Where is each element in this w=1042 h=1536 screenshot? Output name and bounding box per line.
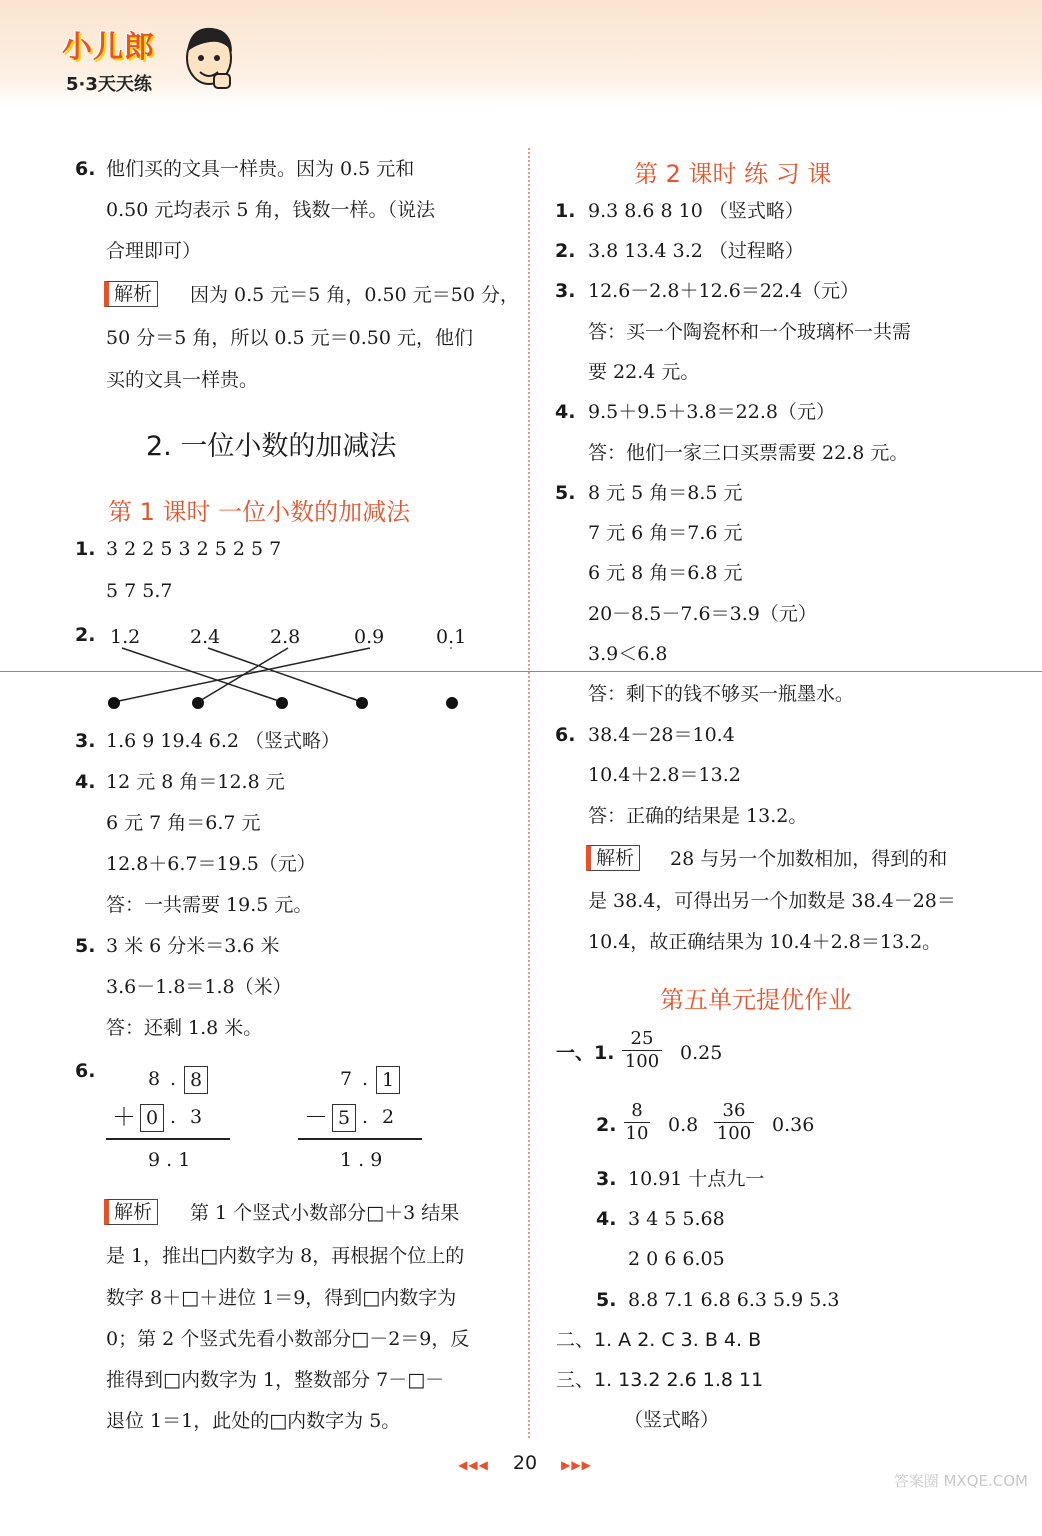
lesson1-title: 第 1 课时 一位小数的加减法: [108, 498, 411, 526]
r5-line5: 3.9＜6.8: [588, 643, 668, 665]
match-dot: [192, 697, 204, 709]
v2-box: 5: [332, 1104, 356, 1132]
match-line: [208, 648, 362, 702]
q1-answers-b: 5 7 5.7: [106, 580, 173, 602]
q4-line4: 答：一共需要 19.5 元。: [106, 894, 313, 916]
r5-line3: 6 元 8 角＝6.8 元: [588, 562, 743, 584]
jiexi2-line1: 第 1 个竖式小数部分□＋3 结果: [190, 1202, 460, 1224]
s1-label: 一、1.: [556, 1042, 615, 1064]
unit-homework-title: 第五单元提优作业: [660, 986, 852, 1014]
s5-label: 5.: [596, 1289, 617, 1311]
lesson2-title: 第 2 课时 练 习 课: [634, 160, 832, 188]
q2-value-1: 1.2: [110, 626, 141, 648]
v1-result: 9 . 1: [148, 1149, 191, 1171]
match-dot: [446, 697, 458, 709]
q5-line2: 3.6－1.8＝1.8（米）: [106, 976, 292, 998]
series-title: 5·3天天练: [66, 74, 152, 95]
q6-number: 6.: [75, 158, 96, 180]
jiexi1-line2: 50 分＝5 角，所以 0.5 元＝0.50 元，他们: [106, 327, 473, 349]
q2-value-3: 2.8: [270, 626, 301, 648]
v2-top-box: 1: [376, 1066, 400, 1094]
s3-answers: 10.91 十点九一: [628, 1168, 765, 1190]
q6b-number: 6.: [75, 1060, 96, 1082]
q3-answers: 1.6 9 19.4 6.2 （竖式略）: [106, 730, 340, 752]
s1-denominator: 100: [624, 1051, 660, 1072]
r3-line1: 12.6－2.8＋12.6＝22.4（元）: [588, 280, 860, 302]
match-dot: [356, 697, 368, 709]
q2-value-4: 0.9: [354, 626, 385, 648]
r1-number: 1.: [555, 200, 576, 222]
s4-answers-b: 2 0 6 6.05: [628, 1248, 725, 1270]
s1-fraction: [622, 1028, 662, 1073]
r3-line2: 答：买一个陶瓷杯和一个玻璃杯一共需: [588, 321, 912, 343]
q4-line1: 12 元 8 角＝12.8 元: [106, 771, 285, 793]
v1-top-box: 8: [184, 1066, 208, 1094]
v1-rule: [106, 1138, 230, 1140]
q5-line1: 3 米 6 分米＝3.6 米: [106, 935, 280, 957]
q2-number: 2.: [75, 624, 96, 646]
jiexi3-line2: 是 38.4，可得出另一个加数是 38.4－28＝: [588, 890, 956, 912]
q6-line1: 他们买的文具一样贵。因为 0.5 元和: [106, 158, 415, 180]
r1-answers: 9.3 8.6 8 10 （竖式略）: [588, 200, 804, 222]
s2-f1-denominator: 10: [625, 1123, 649, 1144]
r5-line1: 8 元 5 角＝8.5 元: [588, 482, 743, 504]
jiexi1-line3: 买的文具一样贵。: [106, 369, 259, 391]
brand-title: 小儿郎: [62, 30, 155, 65]
q5-line3: 答：还剩 1.8 米。: [106, 1017, 263, 1039]
r5-line6: 答：剩下的钱不够买一瓶墨水。: [588, 683, 855, 705]
q4-line3: 12.8＋6.7＝19.5（元）: [106, 853, 316, 875]
r4-number: 4.: [555, 401, 576, 423]
match-dot: [108, 697, 120, 709]
r2-number: 2.: [555, 240, 576, 262]
brand-logo: [62, 22, 232, 102]
jiexi2-line5: 推得到□内数字为 1，整数部分 7－□－: [106, 1369, 445, 1391]
s2-fraction-2: [714, 1100, 754, 1145]
q1-number: 1.: [75, 538, 96, 560]
q6-line2: 0.50 元均表示 5 角，钱数一样。（说法: [106, 199, 436, 221]
watermark: 答案圈 MXQE.COM: [893, 1472, 1028, 1490]
jiexi-label: 解析: [104, 1199, 158, 1225]
v1-top-int: 8: [148, 1068, 161, 1090]
q4-number: 4.: [75, 771, 96, 793]
section-two-answers: 二、1. A 2. C 3. B 4. B: [556, 1329, 762, 1351]
r6-line1: 38.4－28＝10.4: [588, 724, 735, 746]
unit-title: 2. 一位小数的加减法: [146, 431, 397, 462]
s2-f1-numerator: 8: [624, 1100, 650, 1123]
s3-label: 3.: [596, 1168, 617, 1190]
r5-line2: 7 元 6 角＝7.6 元: [588, 522, 743, 544]
q4-line2: 6 元 7 角＝6.7 元: [106, 812, 261, 834]
q2-value-5: 0.1: [436, 626, 467, 648]
q6-line3: 合理即可）: [106, 240, 202, 262]
q2-matching-diagram: [100, 640, 480, 720]
s4-answers-a: 3 4 5 5.68: [628, 1208, 725, 1230]
s2-label: 2.: [596, 1114, 617, 1136]
section-three-answers: 三、1. 13.2 2.6 1.8 11: [556, 1369, 764, 1391]
r3-line3: 要 22.4 元。: [588, 361, 700, 383]
page-footer: [440, 1452, 610, 1482]
s1-decimal: 0.25: [680, 1042, 723, 1064]
s2-fraction-1: [624, 1100, 650, 1145]
r2-answers: 3.8 13.4 3.2 （过程略）: [588, 240, 804, 262]
r6-line2: 10.4＋2.8＝13.2: [588, 764, 741, 786]
s2-decimal-2: 0.36: [772, 1114, 815, 1136]
column-divider: [528, 148, 530, 1438]
v2-top-int: 7: [340, 1068, 353, 1090]
s5-answers: 8.8 7.1 6.8 6.3 5.9 5.3: [628, 1289, 840, 1311]
jiexi-label: 解析: [104, 281, 158, 307]
match-line: [122, 648, 282, 702]
r5-line4: 20－8.5－7.6＝3.9（元）: [588, 603, 817, 625]
r4-line2: 答：他们一家三口买票需要 22.8 元。: [588, 442, 909, 464]
s2-f2-denominator: 100: [716, 1123, 752, 1144]
jiexi2-line4: 0；第 2 个竖式先看小数部分□－2＝9，反: [106, 1328, 470, 1350]
s1-numerator: 25: [622, 1028, 662, 1051]
q5-number: 5.: [75, 935, 96, 957]
jiexi2-line6: 退位 1＝1，此处的□内数字为 5。: [106, 1410, 401, 1432]
jiexi3-line1: 28 与另一个加数相加，得到的和: [670, 848, 948, 870]
jiexi1-line1: 因为 0.5 元＝5 角，0.50 元＝50 分，: [190, 284, 519, 306]
jiexi-label: 解析: [586, 845, 640, 871]
section-three-note: （竖式略）: [624, 1409, 720, 1431]
v2-rule: [298, 1138, 422, 1140]
page-number: 20: [512, 1452, 538, 1474]
q3-number: 3.: [75, 730, 96, 752]
v1-box: 0: [140, 1104, 164, 1132]
match-line: [114, 648, 370, 702]
next-arrows-icon: ▶▶▶: [561, 1458, 592, 1472]
prev-arrows-icon: ◀◀◀: [458, 1458, 489, 1472]
v1-operator: ＋: [112, 1103, 136, 1131]
jiexi2-line3: 数字 8＋□＋进位 1＝9，得到□内数字为: [106, 1287, 457, 1309]
v2-result: 1 . 9: [340, 1149, 383, 1171]
v2-operator: －: [304, 1103, 328, 1131]
s4-label: 4.: [596, 1208, 617, 1230]
v2-decimal: 2: [382, 1106, 395, 1128]
mascot-face-icon: [180, 22, 238, 92]
s2-f2-numerator: 36: [714, 1100, 754, 1123]
q1-answers-a: 3 2 2 5 3 2 5 2 5 7: [106, 538, 282, 560]
r6-line3: 答：正确的结果是 13.2。: [588, 805, 808, 827]
jiexi2-line2: 是 1，推出□内数字为 8，再根据个位上的: [106, 1245, 465, 1267]
match-dot: [276, 697, 288, 709]
r6-number: 6.: [555, 724, 576, 746]
q2-value-2: 2.4: [190, 626, 221, 648]
s2-decimal-1: 0.8: [668, 1114, 699, 1136]
r3-number: 3.: [555, 280, 576, 302]
v1-decimal: 3: [190, 1106, 203, 1128]
r4-line1: 9.5＋9.5＋3.8＝22.8（元）: [588, 401, 835, 423]
jiexi3-line3: 10.4，故正确结果为 10.4＋2.8＝13.2。: [588, 931, 942, 953]
r5-number: 5.: [555, 482, 576, 504]
page-header: [0, 0, 1042, 108]
